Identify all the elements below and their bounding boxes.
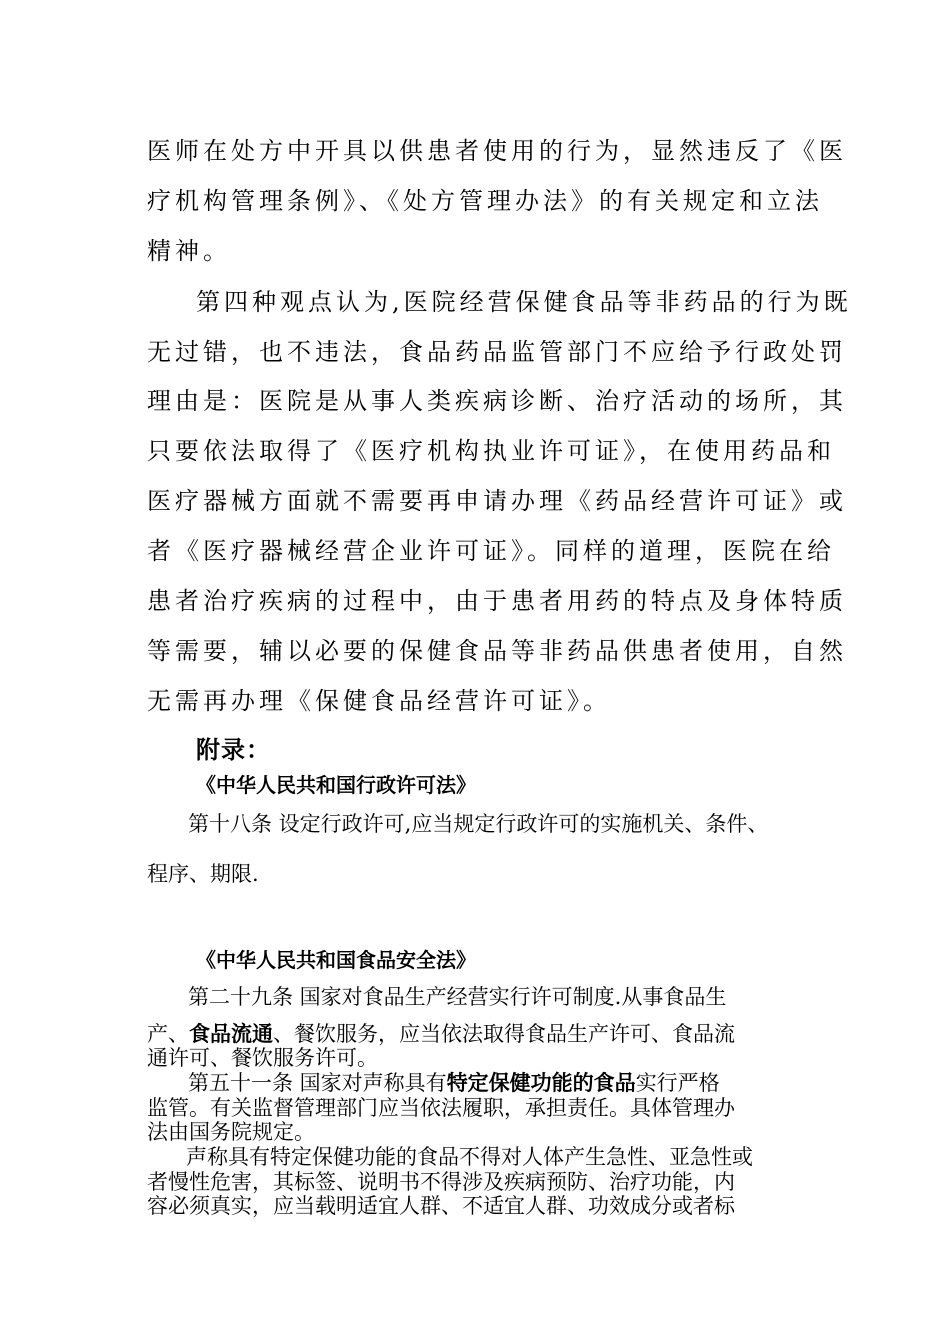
body-text-line: 者《医疗器械经营企业许可证》。同样的道理，医院在给 bbox=[147, 537, 835, 565]
law-title: 《中华人民共和国食品安全法》 bbox=[196, 948, 476, 972]
law-article-line: 者慢性危害，其标签、说明书不得涉及疾病预防、治疗功能，内 bbox=[147, 1170, 735, 1194]
body-text-line: 医疗器械方面就不需要再申请办理《药品经营许可证》或 bbox=[147, 487, 847, 515]
law-article-line: 容必须真实，应当载明适宜人群、不适宜人群、功效成分或者标 bbox=[147, 1194, 735, 1218]
body-text-line: 理由是：医院是从事人类疾病诊断、治疗活动的场所，其 bbox=[147, 387, 847, 415]
law-article-line: 第十八条 设定行政许可,应当规定行政许可的实施机关、条件、 bbox=[188, 812, 769, 836]
body-text-line: 第四种观点认为,医院经营保健食品等非药品的行为既 bbox=[196, 288, 852, 316]
law-article-line: 法由国务院规定。 bbox=[147, 1120, 315, 1144]
body-text-line: 只要依法取得了《医疗机构执业许可证》，在使用药品和 bbox=[147, 437, 835, 465]
law-article-line: 通许可、餐饮服务许可。 bbox=[147, 1046, 378, 1070]
law-article-line: 产、食品流通、餐饮服务，应当依法取得食品生产许可、食品流 bbox=[147, 1021, 735, 1046]
law-article-line: 声称具有特定保健功能的食品不得对人体产生急性、亚急性或 bbox=[186, 1145, 753, 1169]
law-article-line: 第二十九条 国家对食品生产经营实行许可制度.从事食品生 bbox=[188, 985, 727, 1009]
emphasis-text: 食品流通 bbox=[189, 1021, 273, 1046]
body-text-line: 无需再办理《保健食品经营许可证》。 bbox=[147, 687, 611, 715]
law-article-line: 程序、期限. bbox=[147, 862, 259, 886]
body-text-line: 患者治疗疾病的过程中，由于患者用药的特点及身体特质 bbox=[147, 587, 847, 615]
body-text-line: 医师在处方中开具以供患者使用的行为，显然违反了《医 bbox=[147, 137, 847, 165]
body-text-line: 等需要，辅以必要的保健食品等非药品供患者使用，自然 bbox=[147, 637, 847, 665]
body-text-line: 精神。 bbox=[147, 237, 231, 265]
emphasis-text: 特定保健功能的食品 bbox=[446, 1070, 636, 1095]
body-text-line: 无过错，也不违法，食品药品监管部门不应给予行政处罚 bbox=[147, 338, 847, 366]
law-article-line: 第五十一条 国家对声称具有特定保健功能的食品实行严格 bbox=[188, 1070, 720, 1095]
appendix-heading: 附录： bbox=[196, 735, 271, 764]
law-title: 《中华人民共和国行政许可法》 bbox=[196, 773, 476, 797]
body-text-line: 疗机构管理条例》、《处方管理办法》的有关规定和立法 bbox=[147, 187, 823, 215]
law-article-line: 监管。有关监督管理部门应当依法履职，承担责任。具体管理办 bbox=[147, 1096, 735, 1120]
